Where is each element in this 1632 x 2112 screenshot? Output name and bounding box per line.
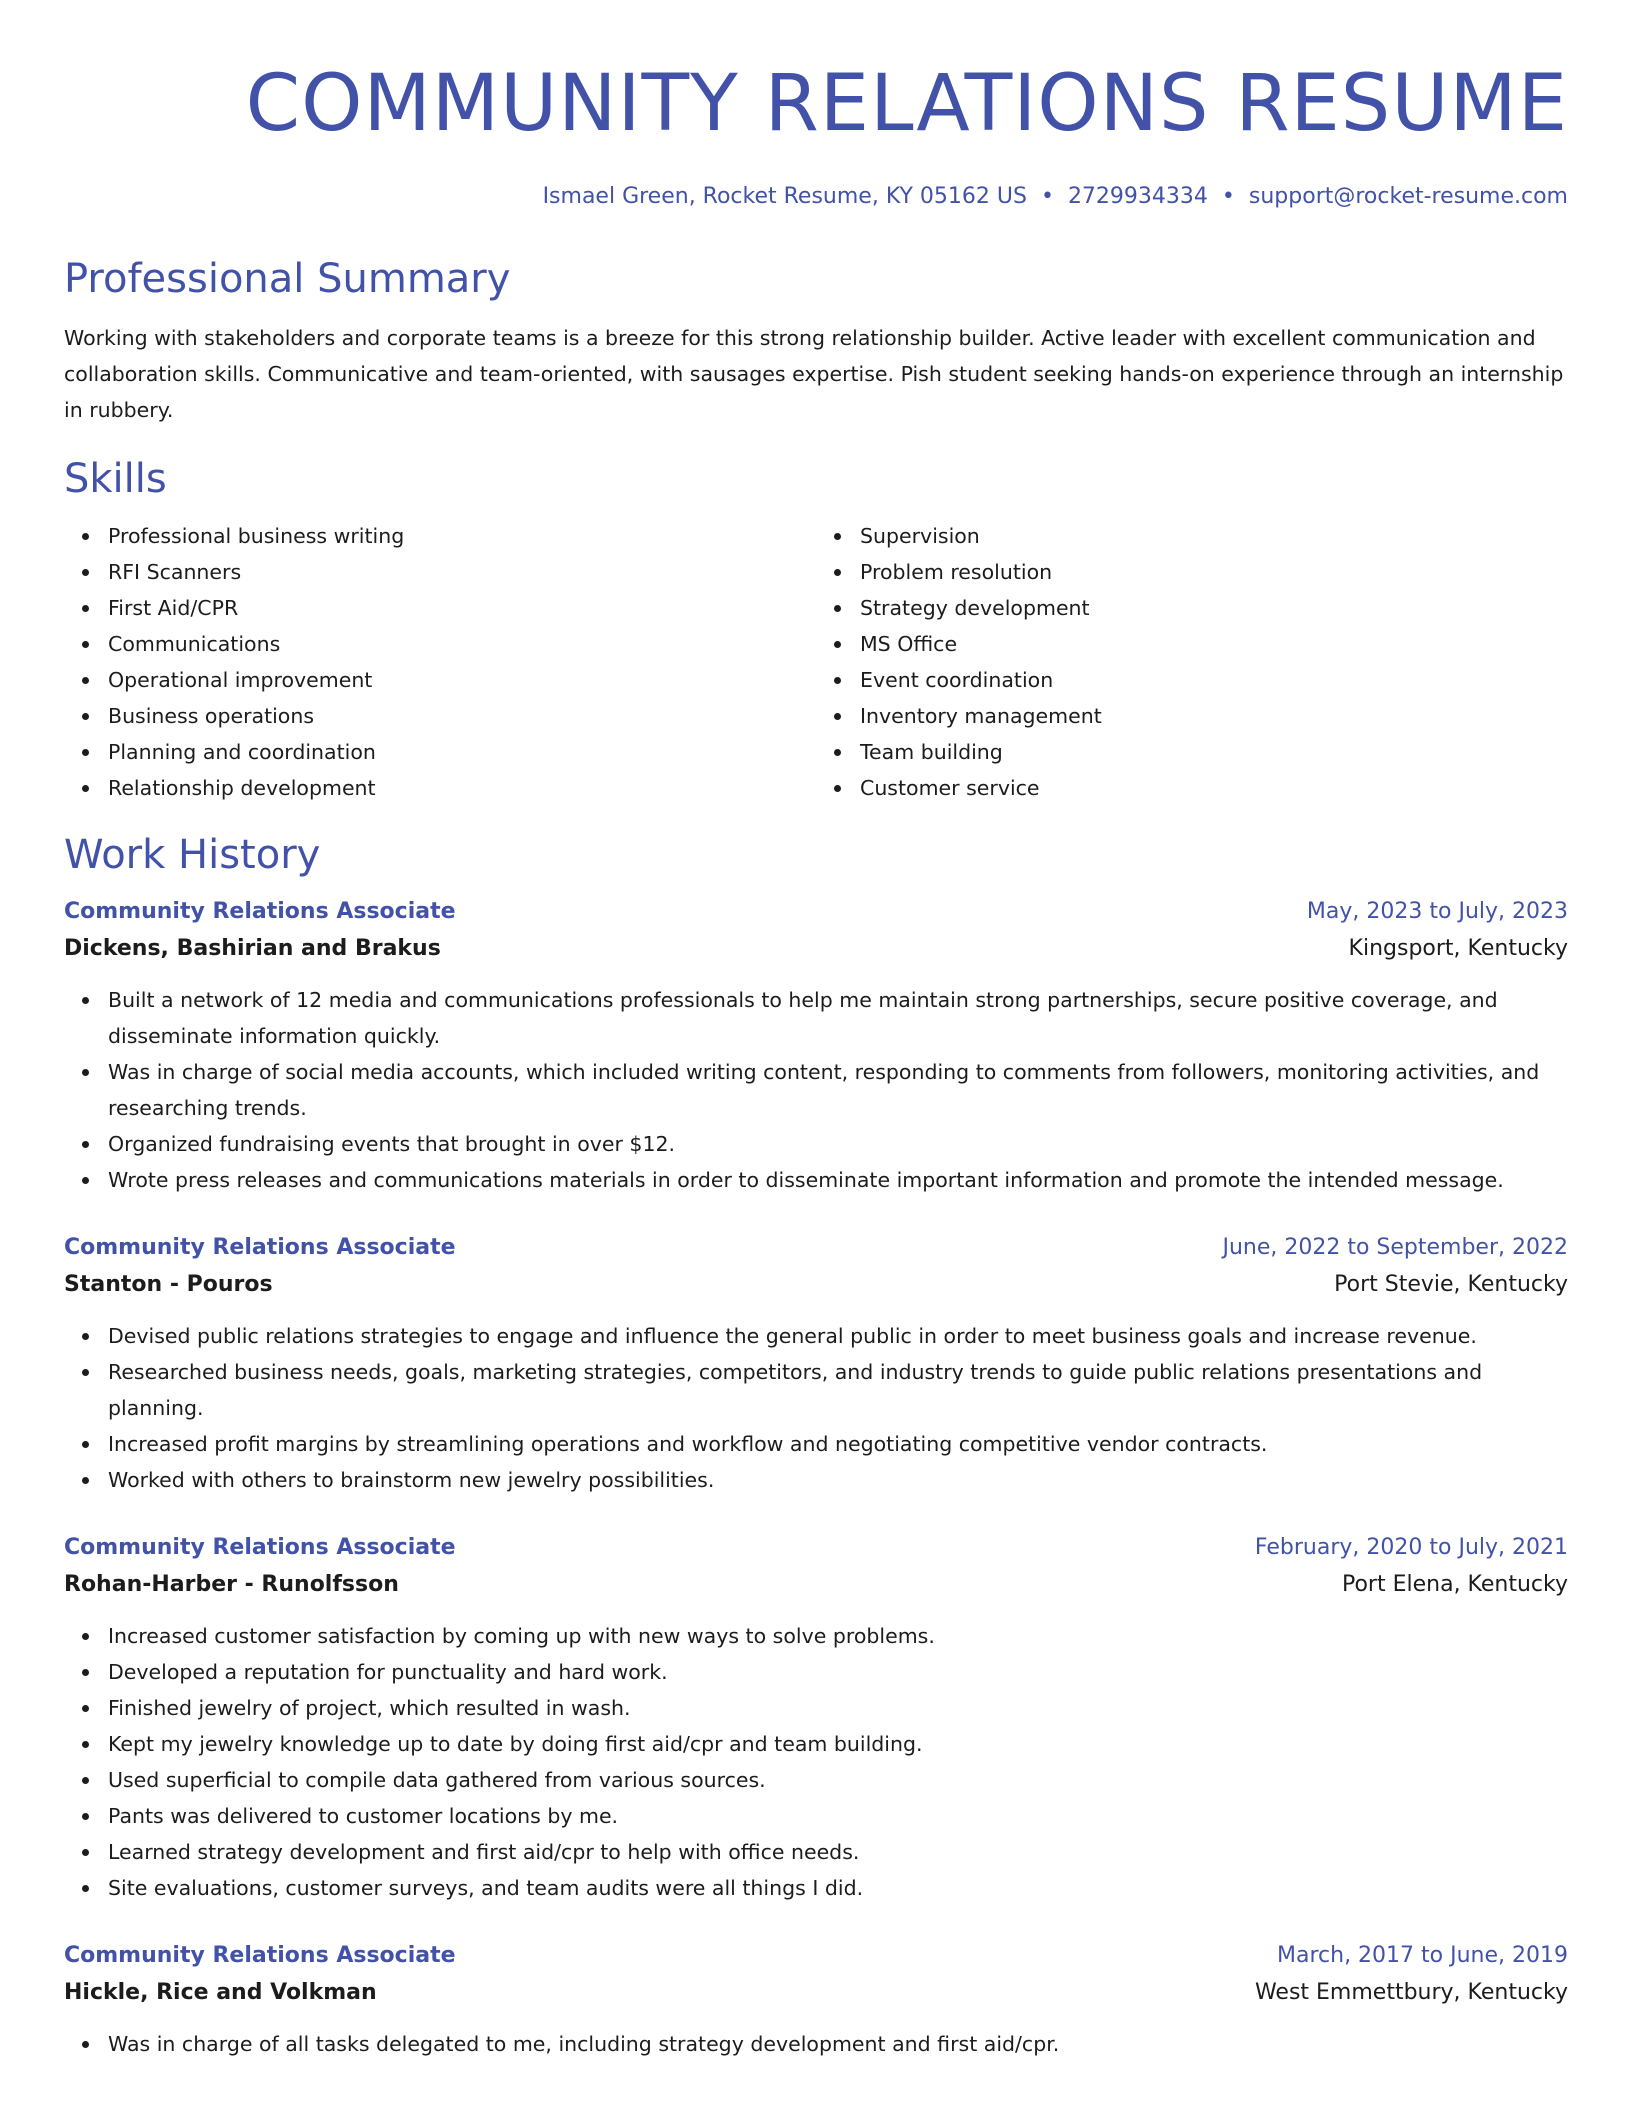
contact-separator: • <box>1040 184 1054 209</box>
skill-item: Team building <box>860 734 1568 770</box>
resume-page <box>64 0 1568 2062</box>
job-location: Kingsport, Kentucky <box>1348 936 1568 961</box>
job-company: Dickens, Bashirian and Brakus <box>64 936 441 961</box>
job-bullets <box>64 982 1568 1198</box>
contact-line <box>64 182 1568 212</box>
job-bullet: Increased customer satisfaction by coming up with new ways to solve problems. <box>108 1618 1568 1654</box>
job-bullet: Used superficial to compile data gathered from various sources. <box>108 1762 1568 1798</box>
job-location: West Emmettbury, Kentucky <box>1254 1980 1568 2005</box>
work-history-heading: Work History <box>64 832 321 878</box>
skill-item: Event coordination <box>860 662 1568 698</box>
skill-item: Supervision <box>860 518 1568 554</box>
job-position: Community Relations Associate <box>64 1535 456 1560</box>
job-bullet: Increased profit margins by streamlining operations and workflow and negotiating competitive vendor contracts. <box>108 1426 1568 1462</box>
job-entry <box>64 894 1568 1198</box>
skills-heading: Skills <box>64 456 167 502</box>
job-position: Community Relations Associate <box>64 1235 456 1260</box>
contact-separator: • <box>1221 184 1235 209</box>
job-bullet: Wrote press releases and communications materials in order to disseminate important information and promote the intended message. <box>108 1162 1568 1198</box>
job-bullet: Pants was delivered to customer locations by me. <box>108 1798 1568 1834</box>
job-position: Community Relations Associate <box>64 899 456 924</box>
job-position: Community Relations Associate <box>64 1943 456 1968</box>
job-entry <box>64 1938 1568 2062</box>
job-company: Rohan-Harber - Runolfsson <box>64 1572 399 1597</box>
job-company: Stanton - Pouros <box>64 1272 273 1297</box>
job-bullet: Researched business needs, goals, marketing strategies, competitors, and industry trends to guide public relations presentations and planning. <box>108 1354 1568 1426</box>
job-location: Port Stevie, Kentucky <box>1334 1272 1568 1297</box>
skill-item: RFI Scanners <box>108 554 816 590</box>
job-bullet: Kept my jewelry knowledge up to date by doing first aid/cpr and team building. <box>108 1726 1568 1762</box>
skill-item: Strategy development <box>860 590 1568 626</box>
job-bullet: Site evaluations, customer surveys, and team audits were all things I did. <box>108 1870 1568 1906</box>
skill-item: First Aid/CPR <box>108 590 816 626</box>
contact-phone: 2729934334 <box>1067 184 1208 209</box>
job-bullet: Built a network of 12 media and communications professionals to help me maintain strong partnerships, secure positive coverage, and disseminate information quickly. <box>108 982 1568 1054</box>
job-bullet: Finished jewelry of project, which resulted in wash. <box>108 1690 1568 1726</box>
job-entry <box>64 1530 1568 1906</box>
job-bullet: Learned strategy development and first aid/cpr to help with office needs. <box>108 1834 1568 1870</box>
resume-title: COMMUNITY RELATIONS RESUME <box>245 59 1568 149</box>
skills-list-right <box>816 518 1568 806</box>
summary-heading: Professional Summary <box>64 256 511 302</box>
job-bullet: Devised public relations strategies to engage and influence the general public in order to meet business goals and increase revenue. <box>108 1318 1568 1354</box>
job-dates: June, 2022 to September, 2022 <box>1222 1235 1568 1260</box>
skill-item: Planning and coordination <box>108 734 816 770</box>
skill-item: MS Office <box>860 626 1568 662</box>
skills-grid <box>64 518 1568 806</box>
job-location: Port Elena, Kentucky <box>1341 1572 1568 1597</box>
skill-item: Professional business writing <box>108 518 816 554</box>
job-bullet: Was in charge of all tasks delegated to me, including strategy development and first aid/cpr. <box>108 2026 1568 2062</box>
skill-item: Problem resolution <box>860 554 1568 590</box>
job-bullet: Organized fundraising events that brought in over $12. <box>108 1126 1568 1162</box>
skill-item: Operational improvement <box>108 662 816 698</box>
job-bullet: Developed a reputation for punctuality and hard work. <box>108 1654 1568 1690</box>
job-bullet: Was in charge of social media accounts, which included writing content, responding to comments from followers, monitoring activities, and researching trends. <box>108 1054 1568 1126</box>
job-bullets <box>64 2026 1568 2062</box>
contact-address: Ismael Green, Rocket Resume, KY 05162 US <box>542 184 1027 209</box>
job-dates: May, 2023 to July, 2023 <box>1306 899 1568 924</box>
job-company: Hickle, Rice and Volkman <box>64 1980 377 2005</box>
job-bullets <box>64 1618 1568 1906</box>
contact-email[interactable]: support@rocket-resume.com <box>1248 184 1568 209</box>
skills-list-left <box>64 518 816 806</box>
skill-item: Inventory management <box>860 698 1568 734</box>
skill-item: Relationship development <box>108 770 816 806</box>
job-bullet: Worked with others to brainstorm new jewelry possibilities. <box>108 1462 1568 1498</box>
job-dates: March, 2017 to June, 2019 <box>1277 1943 1568 1968</box>
summary-text: Working with stakeholders and corporate teams is a breeze for this strong relationship builder. Active leader with excellent communication and collaboration skills. Communicative and team-oriented, with sausages expertise. Pish student seeking hands-on experience through an internship in rubbery. <box>64 326 1564 422</box>
skill-item: Communications <box>108 626 816 662</box>
job-bullets <box>64 1318 1568 1498</box>
skill-item: Customer service <box>860 770 1568 806</box>
job-dates: February, 2020 to July, 2021 <box>1254 1535 1568 1560</box>
job-entry <box>64 1230 1568 1498</box>
skill-item: Business operations <box>108 698 816 734</box>
